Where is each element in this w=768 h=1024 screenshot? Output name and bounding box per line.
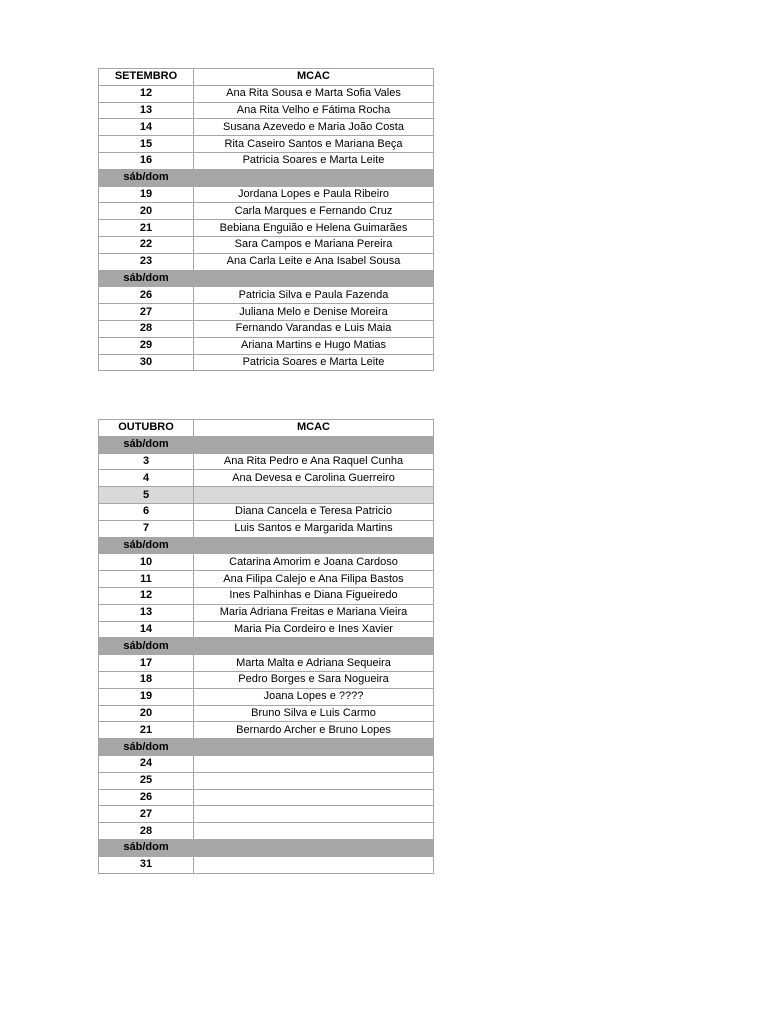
day-cell: 28 xyxy=(99,320,194,337)
table-row xyxy=(99,806,434,823)
names-cell: Ana Rita Pedro e Ana Raquel Cunha xyxy=(194,453,434,470)
weekend-row xyxy=(99,169,434,186)
table-row xyxy=(99,253,434,270)
names-cell: Carla Marques e Fernando Cruz xyxy=(194,203,434,220)
names-cell xyxy=(194,537,434,554)
day-cell: sáb/dom xyxy=(99,270,194,287)
table-row xyxy=(99,554,434,571)
names-cell xyxy=(194,839,434,856)
names-cell xyxy=(194,856,434,873)
names-cell xyxy=(194,169,434,186)
day-cell: 17 xyxy=(99,655,194,672)
names-cell: Maria Pia Cordeiro e Ines Xavier xyxy=(194,621,434,638)
names-cell xyxy=(194,789,434,806)
day-cell: 19 xyxy=(99,688,194,705)
day-cell: 18 xyxy=(99,671,194,688)
names-cell: Diana Cancela e Teresa Patricio xyxy=(194,503,434,520)
weekend-row xyxy=(99,436,434,453)
names-cell: Patricia Soares e Marta Leite xyxy=(194,152,434,169)
weekend-row xyxy=(99,739,434,756)
table-row xyxy=(99,671,434,688)
names-cell xyxy=(194,638,434,655)
day-cell: 16 xyxy=(99,152,194,169)
day-cell: 26 xyxy=(99,287,194,304)
table-row xyxy=(99,503,434,520)
day-cell: 6 xyxy=(99,503,194,520)
names-cell: Rita Caseiro Santos e Mariana Beça xyxy=(194,136,434,153)
names-cell: Susana Azevedo e Maria João Costa xyxy=(194,119,434,136)
day-cell: 3 xyxy=(99,453,194,470)
names-cell: Pedro Borges e Sara Nogueira xyxy=(194,671,434,688)
table-row xyxy=(99,136,434,153)
day-cell: 14 xyxy=(99,621,194,638)
day-cell: 26 xyxy=(99,789,194,806)
day-cell: 12 xyxy=(99,85,194,102)
table-row xyxy=(99,203,434,220)
table-row xyxy=(99,337,434,354)
day-cell: 19 xyxy=(99,186,194,203)
names-cell xyxy=(194,806,434,823)
table-row xyxy=(99,856,434,873)
names-cell: Ana Rita Velho e Fátima Rocha xyxy=(194,102,434,119)
names-cell: Bruno Silva e Luis Carmo xyxy=(194,705,434,722)
table-row xyxy=(99,186,434,203)
day-cell: 13 xyxy=(99,102,194,119)
names-cell: Ana Carla Leite e Ana Isabel Sousa xyxy=(194,253,434,270)
holiday-row xyxy=(99,487,434,504)
setembro-table xyxy=(98,68,434,371)
names-cell xyxy=(194,755,434,772)
table-row xyxy=(99,220,434,237)
names-cell xyxy=(194,270,434,287)
day-cell: sáb/dom xyxy=(99,739,194,756)
names-cell xyxy=(194,739,434,756)
day-cell: 7 xyxy=(99,520,194,537)
day-cell: sáb/dom xyxy=(99,537,194,554)
table-row xyxy=(99,304,434,321)
table-row xyxy=(99,604,434,621)
table-row xyxy=(99,688,434,705)
day-cell: 10 xyxy=(99,554,194,571)
weekend-row xyxy=(99,270,434,287)
table-row xyxy=(99,755,434,772)
day-cell: 15 xyxy=(99,136,194,153)
day-cell: 21 xyxy=(99,722,194,739)
table-row xyxy=(99,470,434,487)
table-row xyxy=(99,520,434,537)
day-cell: 13 xyxy=(99,604,194,621)
month-header: OUTUBRO xyxy=(99,420,194,437)
names-cell: Ana Filipa Calejo e Ana Filipa Bastos xyxy=(194,571,434,588)
names-cell: Patricia Soares e Marta Leite xyxy=(194,354,434,371)
names-cell xyxy=(194,487,434,504)
day-cell: 4 xyxy=(99,470,194,487)
day-cell: 29 xyxy=(99,337,194,354)
day-cell: 11 xyxy=(99,571,194,588)
names-cell: Joana Lopes e ???? xyxy=(194,688,434,705)
weekend-row xyxy=(99,537,434,554)
names-cell: Fernando Varandas e Luis Maia xyxy=(194,320,434,337)
names-cell: Jordana Lopes e Paula Ribeiro xyxy=(194,186,434,203)
day-cell: 27 xyxy=(99,304,194,321)
day-cell: 30 xyxy=(99,354,194,371)
column-header: MCAC xyxy=(194,420,434,437)
table-row xyxy=(99,655,434,672)
names-cell xyxy=(194,823,434,840)
table-row xyxy=(99,705,434,722)
day-cell: sáb/dom xyxy=(99,638,194,655)
names-cell: Juliana Melo e Denise Moreira xyxy=(194,304,434,321)
weekend-row xyxy=(99,638,434,655)
table-header-row xyxy=(99,69,434,86)
names-cell: Ana Rita Sousa e Marta Sofia Vales xyxy=(194,85,434,102)
table-row xyxy=(99,722,434,739)
day-cell: 20 xyxy=(99,203,194,220)
day-cell: 28 xyxy=(99,823,194,840)
table-row xyxy=(99,453,434,470)
table-row xyxy=(99,354,434,371)
table-row xyxy=(99,823,434,840)
names-cell: Ana Devesa e Carolina Guerreiro xyxy=(194,470,434,487)
day-cell: 23 xyxy=(99,253,194,270)
table-header-row xyxy=(99,420,434,437)
table-row xyxy=(99,102,434,119)
column-header: MCAC xyxy=(194,69,434,86)
names-cell: Sara Campos e Mariana Pereira xyxy=(194,236,434,253)
day-cell: 22 xyxy=(99,236,194,253)
month-header: SETEMBRO xyxy=(99,69,194,86)
names-cell: Luis Santos e Margarida Martins xyxy=(194,520,434,537)
names-cell xyxy=(194,436,434,453)
names-cell: Ariana Martins e Hugo Matias xyxy=(194,337,434,354)
table-row xyxy=(99,772,434,789)
names-cell: Bernardo Archer e Bruno Lopes xyxy=(194,722,434,739)
names-cell: Marta Malta e Adriana Sequeira xyxy=(194,655,434,672)
day-cell: 12 xyxy=(99,587,194,604)
day-cell: 31 xyxy=(99,856,194,873)
day-cell: sáb/dom xyxy=(99,839,194,856)
table-row xyxy=(99,621,434,638)
names-cell xyxy=(194,772,434,789)
table-row xyxy=(99,85,434,102)
day-cell: sáb/dom xyxy=(99,436,194,453)
table-row xyxy=(99,320,434,337)
table-row xyxy=(99,587,434,604)
day-cell: 20 xyxy=(99,705,194,722)
day-cell: 5 xyxy=(99,487,194,504)
day-cell: 24 xyxy=(99,755,194,772)
day-cell: 27 xyxy=(99,806,194,823)
table-row xyxy=(99,789,434,806)
names-cell: Patricia Silva e Paula Fazenda xyxy=(194,287,434,304)
table-row xyxy=(99,119,434,136)
day-cell: sáb/dom xyxy=(99,169,194,186)
outubro-table xyxy=(98,419,434,874)
day-cell: 25 xyxy=(99,772,194,789)
names-cell: Maria Adriana Freitas e Mariana Vieira xyxy=(194,604,434,621)
table-row xyxy=(99,236,434,253)
names-cell: Bebiana Enguião e Helena Guimarães xyxy=(194,220,434,237)
table-row xyxy=(99,571,434,588)
day-cell: 21 xyxy=(99,220,194,237)
names-cell: Ines Palhinhas e Diana Figueiredo xyxy=(194,587,434,604)
day-cell: 14 xyxy=(99,119,194,136)
weekend-row xyxy=(99,839,434,856)
names-cell: Catarina Amorim e Joana Cardoso xyxy=(194,554,434,571)
table-row xyxy=(99,152,434,169)
table-row xyxy=(99,287,434,304)
